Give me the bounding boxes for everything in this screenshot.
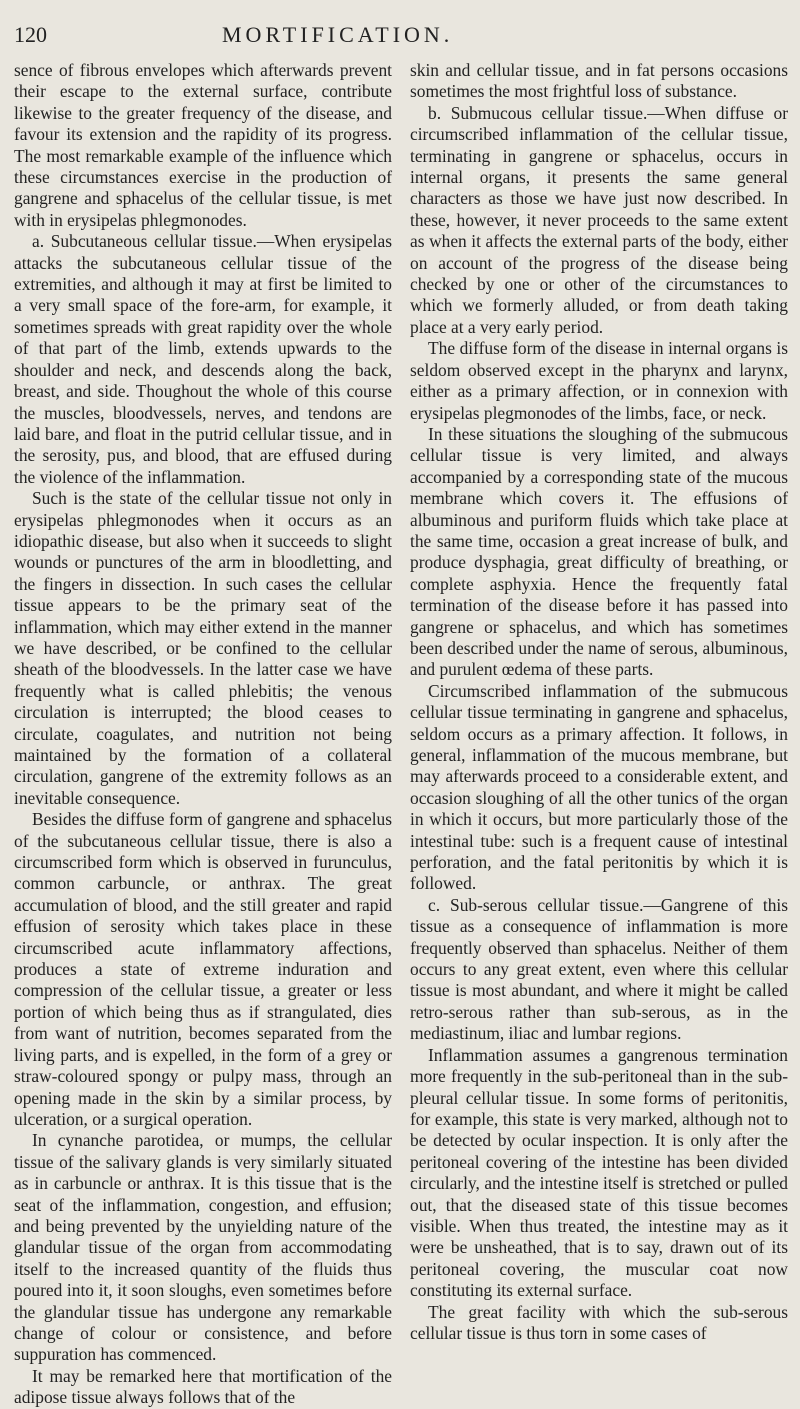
paragraph: a. Subcutaneous cellular tissue.—When erysipelas attacks the subcutaneous cellular tissue of the extremities, and although it may at first be limited to a very small space of the fore-arm, for example, it sometimes spreads with great rapidity over the whole of that part of the limb, extends upwards to the shoulder and neck, and descends along the back, breast, and side. Thoughout the whole of this course the muscles, bloodvessels, nerves, and tendons are laid bare, and float in the putrid cellular tissue, and in the serosity, pus, and blood, that are effused during the violence of the inflammation. [14,231,392,487]
paragraph: Besides the diffuse form of gangrene and sphacelus of the subcutaneous cellular tissue, there is also a circumscribed form which is observed in furunculus, common carbuncle, or anthrax. The great accumulation of blood, and the still greater and rapid effusion of serosity which takes place in these circumscribed acute inflammatory affections, produces a state of extreme induration and compression of the cellular tissue, a greater or less portion of which being thus as if strangulated, dies from want of nutrition, becomes separated from the living parts, and is expelled, in the form of a grey or straw-coloured spongy or pulpy mass, through an opening made in the skin by a similar process, by ulceration, or a surgical operation. [14,809,392,1129]
paragraph: Such is the state of the cellular tissue not only in erysipelas phlegmonodes when it occurs as an idiopathic disease, but also when it succeeds to slight wounds or punctures of the arm in bloodletting, and the fingers in dissection. In such cases the cellular tissue appears to be the primary seat of the inflammation, which may either extend in the manner we have described, or be confined to the cellular sheath of the bloodvessels. In the latter case we have frequently what is called phlebitis; the venous circulation is interrupted; the blood ceases to circulate, coagulates, and nutrition not being maintained by the formation of a collateral circulation, gangrene of the extremity follows as an inevitable consequence. [14,488,392,808]
right-column [410,60,788,1344]
paragraph: In cynanche parotidea, or mumps, the cellular tissue of the salivary glands is very similarly situated as in carbuncle or anthrax. It is this tissue that is the seat of the inflammation, congestion, and effusion; and being prevented by the unyielding nature of the glandular tissue of the organ from accommodating itself to the increased quantity of the fluids thus poured into it, it soon sloughs, even sometimes before the glandular tissue has undergone any remarkable change of colour or consistence, and before suppuration has commenced. [14,1130,392,1365]
paragraph: skin and cellular tissue, and in fat persons occasions sometimes the most frightful loss of substance. [410,60,788,102]
paragraph: Circumscribed inflammation of the submucous cellular tissue terminating in gangrene and sphacelus, seldom occurs as a primary affection. It follows, in general, inflammation of the mucous membrane, but may afterwards proceed to a considerable extent, and occasion sloughing of all the other tunics of the organ in which it occurs, but more particularly those of the intestinal tube: such is a frequent cause of intestinal perforation, and the fatal peritonitis by which it is followed. [410,680,788,894]
paragraph: In these situations the sloughing of the submucous cellular tissue is very limited, and always accompanied by a corresponding state of the mucous membrane which covers it. The effusions of albuminous and puriform fluids which take place at the same time, occasion a great increase of bulk, and produce dysphagia, great difficulty of breathing, or complete asphyxia. Hence the frequently fatal termination of the disease before it has passed into gangrene or sphacelus, and which has sometimes been described under the name of serous, albuminous, and purulent œdema of these parts. [410,423,788,680]
paragraph: b. Submucous cellular tissue.—When diffuse or circumscribed inflammation of the cellular tissue, terminating in gangrene or sphacelus, occurs in internal organs, it presents the same general characters as those we have just now described. In these, however, it never proceeds to the same extent as when it affects the external parts of the body, either on account of the progress of the disease being checked by one or other of the circumstances to which we formerly alluded, or from death taking place at a very early period. [410,102,788,337]
left-column [14,60,392,1409]
page-number: 120 [14,22,47,47]
paragraph: Inflammation assumes a gangrenous termination more frequently in the sub-peritoneal than in the sub-pleural cellular tissue. In some forms of peritonitis, for example, this state is very marked, although not to be detected by ocular inspection. It is only after the peritoneal covering of the intestine has been divided circularly, and the intestine itself is stretched or pulled out, that the diseased state of this tissue becomes visible. When thus treated, the intestine may as it were be unsheathed, that is to say, drawn out of its peritoneal covering, the muscular coat now constituting its external surface. [410,1044,788,1301]
running-title: MORTIFICATION. [222,22,454,47]
paragraph: It may be remarked here that mortification of the adipose tissue always follows that of the [14,1365,392,1408]
paragraph: The diffuse form of the disease in internal organs is seldom observed except in the pharynx and larynx, either as a primary affection, or in connexion with erysipelas plegmonodes of the limbs, face, or neck. [410,338,788,423]
paragraph: c. Sub-serous cellular tissue.—Gangrene of this tissue as a consequence of inflammation is more frequently observed than sphacelus. Neither of them occurs to any great extent, even where this cellular tissue is most abundant, and where it might be called retro-serous rather than sub-serous, as in the mediastinum, iliac and lumbar regions. [410,894,788,1044]
page-header [0,20,800,60]
paragraph: The great facility with which the sub-serous cellular tissue is thus torn in some cases of [410,1301,788,1343]
paragraph: sence of fibrous envelopes which afterwards prevent their escape to the external surface, contribute likewise to the greater frequency of the disease, and favour its extension and the rapidity of its progress. The most remarkable example of the influence which these circumstances exercise in the production of gangrene and sphacelus of the cellular tissue, is met with in erysipelas phlegmonodes. [14,60,392,230]
